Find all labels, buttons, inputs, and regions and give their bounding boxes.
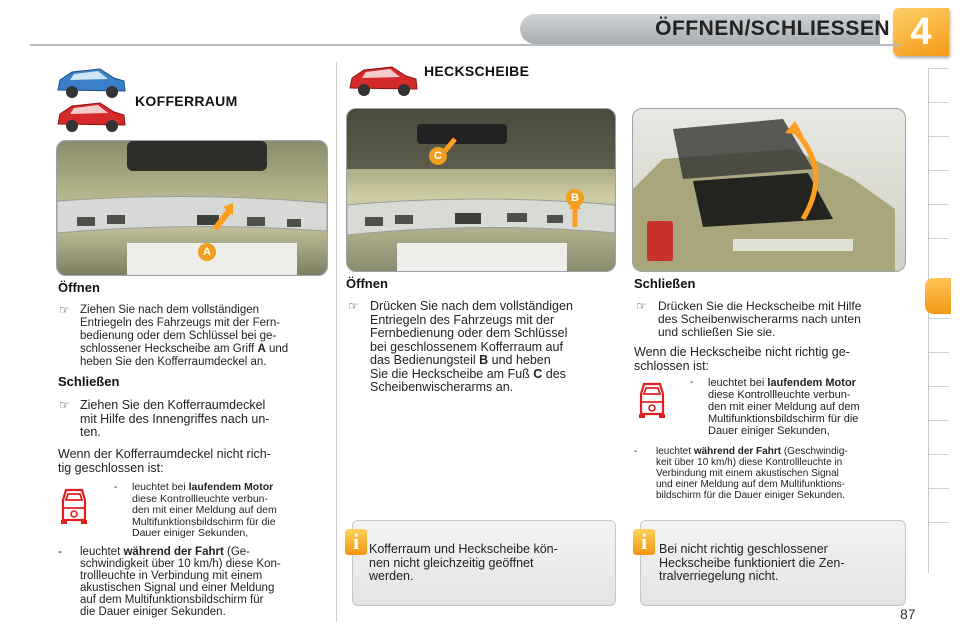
column-divider (336, 62, 337, 622)
boot-open-warning-icon (636, 380, 668, 420)
warn1-text-right: leuchtet bei laufendem Motor diese Kontrollleuchte verbun- den mit einer Meldung auf dem Multifunktionsbildschirm für die Dauer einiger Sekunden, (708, 377, 860, 437)
info-icon: i (633, 529, 655, 555)
photo-label-b: B (566, 189, 584, 207)
warn2-text-left: leuchtet während der Fahrt (Ge- schwindigkeit über 10 km/h) diese Kon- trollleuchte in Verbindung mit einem akustischen Signal und einer Meldung auf dem Multifunktionsbildschirm für die Dauer einiger Sekunden. (80, 546, 281, 618)
heading-schliessen-left: Schließen (58, 374, 120, 389)
section-title-heckscheibe: HECKSCHEIBE (424, 63, 530, 79)
text-schliessen-right: Drücken Sie die Heckscheibe mit Hilfe des Scheibenwischerarms nach unten und schließen Sie sie. (658, 299, 862, 339)
chapter-tab[interactable] (929, 386, 949, 421)
chapter-tab[interactable] (929, 136, 949, 171)
boot-open-warning-icon (58, 486, 90, 526)
dash-marker: - (634, 446, 638, 457)
info-box-1 (352, 520, 616, 606)
trunk-handle-photo (56, 140, 328, 276)
header-divider (30, 44, 900, 46)
hand-bullet-icon: ☞ (59, 303, 70, 317)
blue-car-icon (54, 64, 128, 100)
chapter-tab-active[interactable] (925, 278, 951, 314)
rear-window-open-drawing (633, 109, 905, 271)
chapter-tab[interactable] (929, 170, 949, 205)
chapter-badge: 4 (893, 8, 949, 56)
red-car-icon (54, 98, 128, 134)
hand-bullet-icon: ☞ (636, 299, 647, 313)
dash-marker: - (114, 481, 118, 493)
hand-bullet-icon: ☞ (348, 299, 359, 313)
hand-bullet-icon: ☞ (59, 398, 70, 412)
chapter-tab[interactable] (929, 420, 949, 455)
heading-schliessen-right: Schließen (634, 276, 696, 291)
chapter-tab[interactable] (929, 454, 949, 489)
page-title: ÖFFNEN/SCHLIESSEN (655, 17, 890, 40)
text-schliessen-left: Ziehen Sie den Kofferraumdeckel mit Hilfe des Innengriffes nach un- ten. (80, 398, 270, 439)
info-box-2 (640, 520, 906, 606)
chapter-tab[interactable] (929, 522, 949, 557)
text-oeffnen-right: Drücken Sie nach dem vollständigen Entriegeln des Fahrzeugs mit der Fernbedienung oder dem Schlüssel bei geschlossenem Kofferraum auf das Bedienungsteil B und heben Sie die Heckscheibe am Fuß C des Scheibenwischerarms an. (370, 299, 573, 394)
rear-window-photo (346, 108, 616, 272)
dash-marker: - (690, 376, 694, 388)
page-number: 87 (900, 606, 916, 622)
photo-label-a: A (198, 243, 216, 261)
info-icon: i (345, 529, 367, 555)
heading-oeffnen-left: Öffnen (58, 280, 100, 295)
chapter-tab[interactable] (929, 318, 949, 353)
red-car-icon (346, 62, 420, 98)
chapter-tabs (928, 68, 949, 573)
photo-label-c: C (429, 147, 447, 165)
warn-intro-right: Wenn die Heckscheibe nicht richtig ge- schlossen ist: (634, 345, 850, 373)
warn1-text-left: leuchtet bei laufendem Motor diese Kontrollleuchte verbun- den mit einer Meldung auf dem Multifunktionsbildschirm für die Dauer einiger Sekunden, (132, 481, 277, 539)
chapter-tab[interactable] (929, 352, 949, 387)
chapter-tab[interactable] (929, 488, 949, 523)
text-oeffnen-left: Ziehen Sie nach dem vollständigen Entriegeln des Fahrzeugs mit der Fern- bedienung oder dem Schlüssel bei ge- schlossener Heckscheibe am Griff A und heben Sie den Kofferraumdeckel an. (80, 304, 289, 368)
trunk-photo-drawing (57, 141, 327, 275)
chapter-tab[interactable] (929, 238, 949, 273)
warn2-text-right: leuchtet während der Fahrt (Geschwindig- keit über 10 km/h) diese Kontrollleuchte in Verbindung mit einem akustischen Signal und einer Meldung auf dem Multifunktions- bildschirm für die Dauer einiger Sekunden. (656, 446, 848, 501)
chapter-tab[interactable] (929, 102, 949, 137)
section-title-kofferraum: KOFFERRAUM (135, 93, 238, 109)
chapter-tab[interactable] (929, 68, 949, 103)
rear-window-open-photo (632, 108, 906, 272)
info-text-1: Kofferraum und Heckscheibe kön- nen nicht gleichzeitig geöffnet werden. (369, 542, 558, 583)
chapter-tab[interactable] (929, 204, 949, 239)
warn-intro-left: Wenn der Kofferraumdeckel nicht rich- tig geschlossen ist: (58, 447, 271, 475)
info-text-2: Bei nicht richtig geschlossener Heckscheibe funktioniert die Zen- tralverriegelung nicht. (659, 542, 845, 583)
dash-marker: - (58, 546, 62, 558)
heading-oeffnen-right: Öffnen (346, 276, 388, 291)
